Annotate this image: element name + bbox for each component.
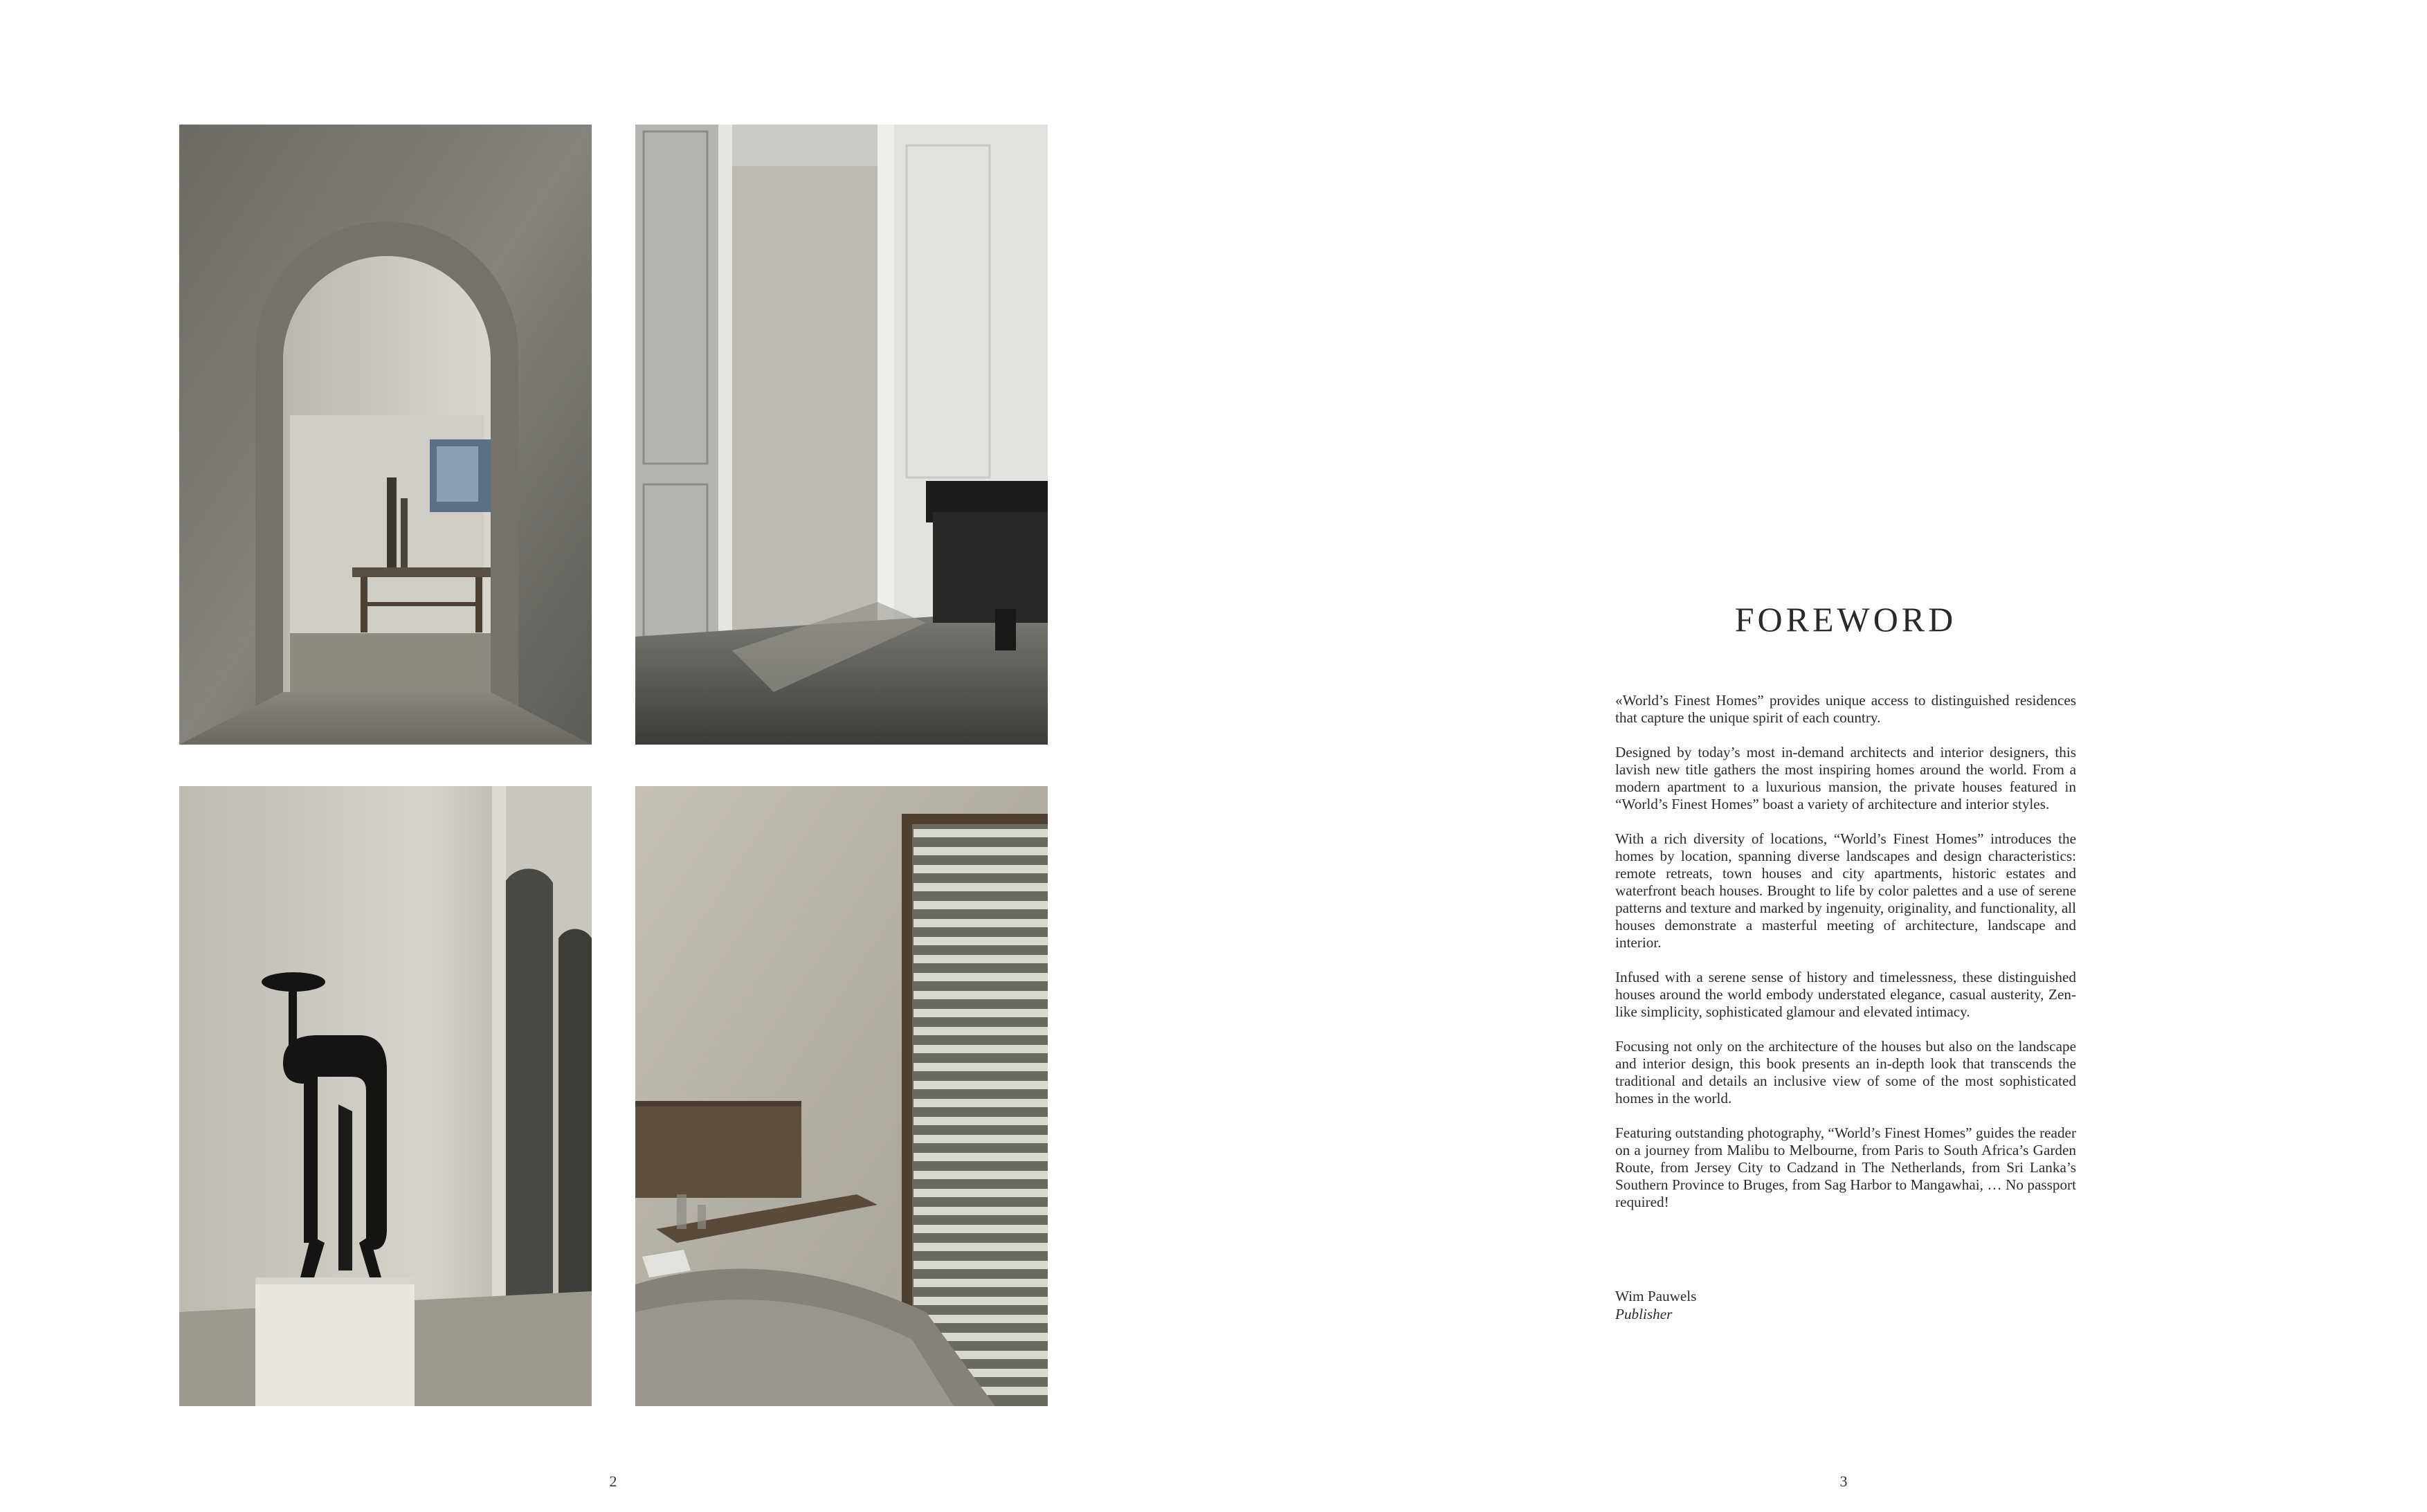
foreword-paragraph: Focusing not only on the architecture of the houses but also on the landscape and interior design, this book presents an in-depth look that transcends the traditional and details an inclusive view of some of the most sophisticated homes in the world.	[1615, 1038, 2076, 1106]
foreword-title: FOREWORD	[1734, 600, 1957, 639]
doorway-room-photo	[635, 125, 1048, 745]
signature	[1615, 1287, 2076, 1323]
foreword-body	[1615, 692, 2076, 1228]
signature-role: Publisher	[1615, 1306, 1673, 1322]
sculpture-arcade-photo	[179, 786, 592, 1406]
foreword-paragraph: With a rich diversity of locations, “World’s Finest Homes” introduces the homes by location, spanning diverse landscapes and design characteristics: remote retreats, town houses and city apartments, historic estates and waterfront beach houses. Brought to life by color palettes and a use of serene patterns and texture and marked by ingenuity, originality, and functionality, all houses demonstrate a masterful meeting of architecture, landscape and interior.	[1615, 830, 2076, 951]
foreword-paragraph: «World’s Finest Homes” provides unique access to distinguished residences that capture the unique spirit of each country.	[1615, 692, 2076, 726]
foreword-paragraph: Featuring outstanding photography, “World’s Finest Homes” guides the reader on a journey from Malibu to Melbourne, from Paris to South Africa’s Garden Route, from Jersey City to Cadzand in The Netherlands, from Sri Lanka’s Southern Province to Bruges, from Sag Harbor to Mangawhai, … No passport required!	[1615, 1124, 2076, 1210]
page-number-right: 3	[1839, 1473, 1848, 1490]
foreword-paragraph: Designed by today’s most in-demand architects and interior designers, this lavish new title gathers the most inspiring homes around the world. From a modern apartment to a luxurious mansion, the private houses featured in “World’s Finest Homes” boast a variety of architecture and interior styles.	[1615, 744, 2076, 812]
signature-name: Wim Pauwels	[1615, 1288, 1697, 1304]
foreword-paragraph: Infused with a serene sense of history and timelessness, these distinguished houses around the world embody understated elegance, casual austerity, Zen-like simplicity, sophisticated glamour and elevated intimacy.	[1615, 969, 2076, 1020]
page-number-left: 2	[609, 1473, 617, 1490]
bedroom-shutter-window-photo	[635, 786, 1048, 1406]
arched-hallway-photo	[179, 125, 592, 745]
